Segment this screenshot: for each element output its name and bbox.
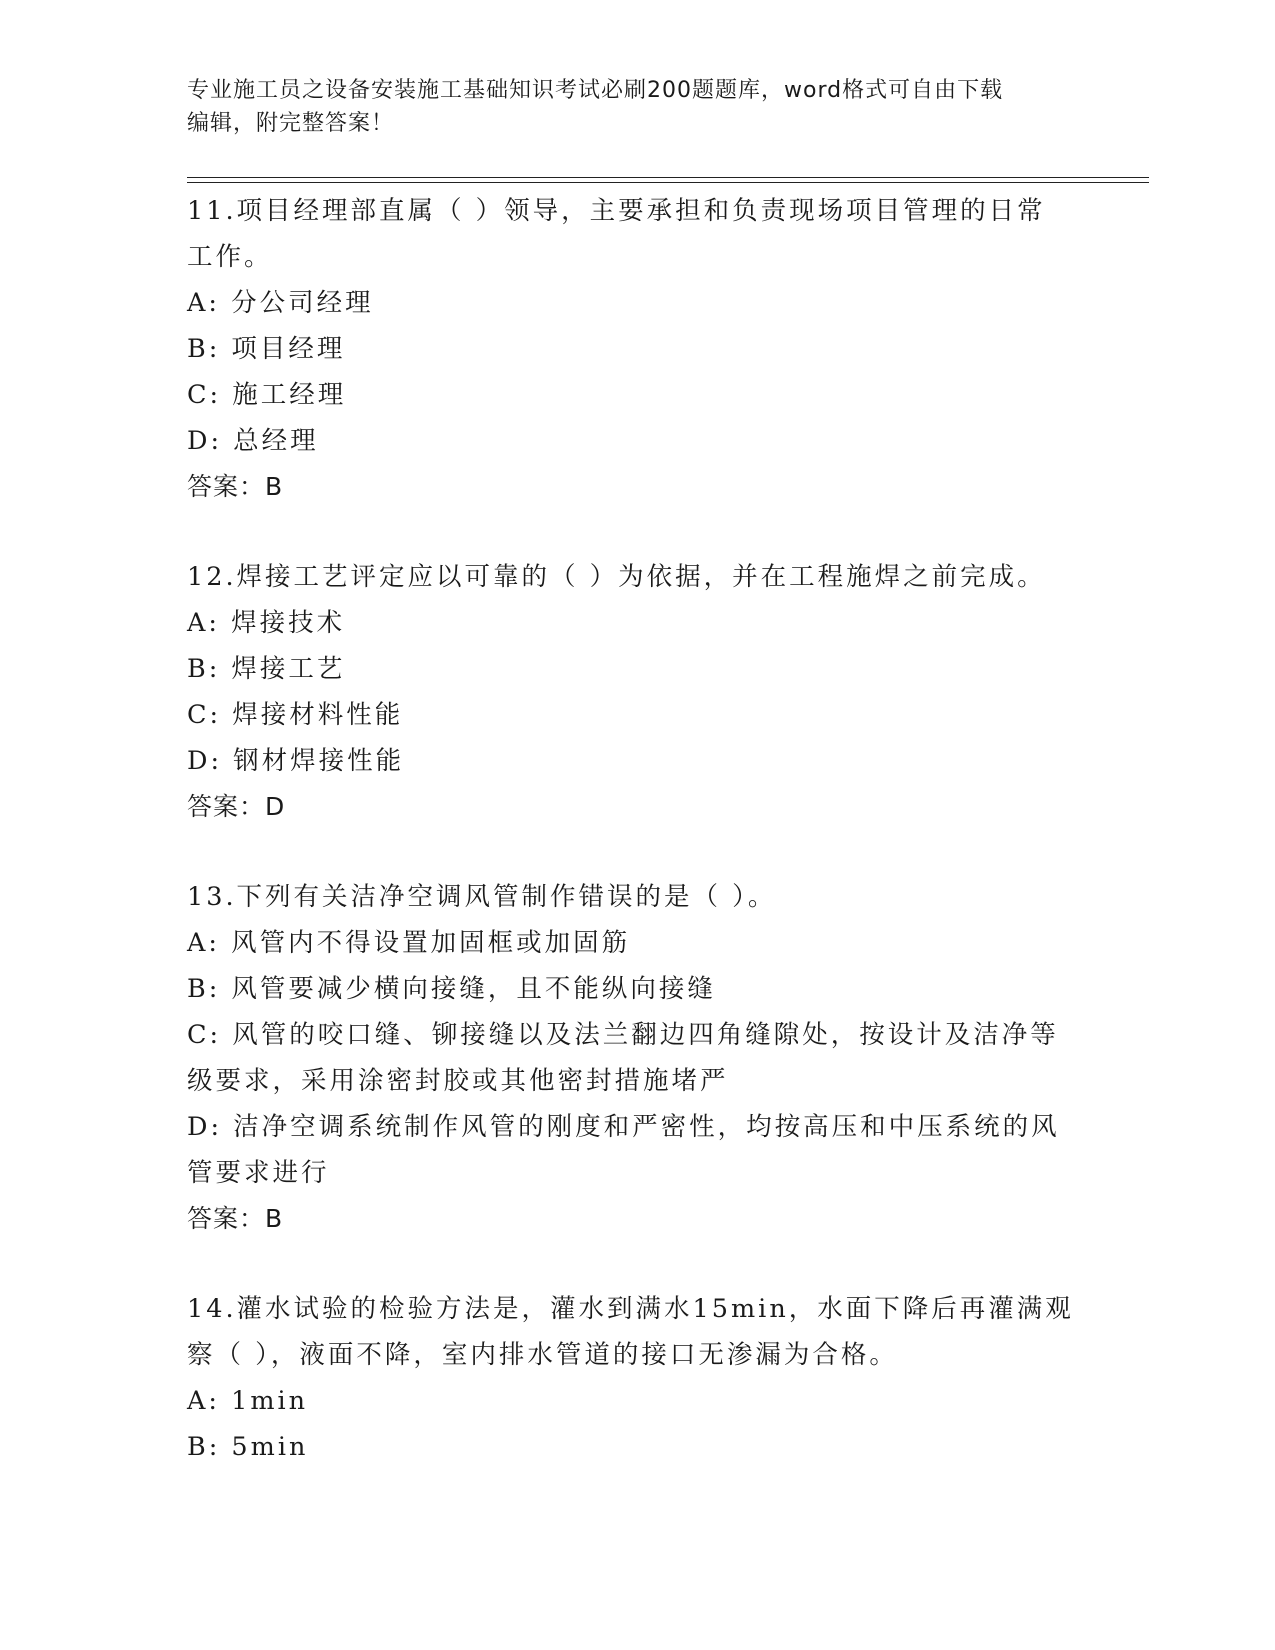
header-line-1: 专业施工员之设备安装施工基础知识考试必刷200题题库，word格式可自由下载 <box>187 78 1004 103</box>
option-b: B: 项目经理 <box>187 334 346 364</box>
header-line-2: 编辑，附完整答案！ <box>187 111 395 136</box>
question-stem: 12.焊接工艺评定应以可靠的（ ）为依据，并在工程施焊之前完成。 <box>187 562 1046 592</box>
option-a: A: 焊接技术 <box>187 608 346 638</box>
option-c: C: 施工经理 <box>187 380 347 410</box>
question-stem: 13.下列有关洁净空调风管制作错误的是（ ）。 <box>187 882 777 912</box>
option-a: A: 分公司经理 <box>187 288 374 318</box>
option-d: D: 钢材焊接性能 <box>187 746 405 776</box>
option-b: B: 5min <box>187 1432 309 1462</box>
question-stem-continued: 工作。 <box>187 242 273 272</box>
option-b: B: 焊接工艺 <box>187 654 346 684</box>
question-11 <box>187 188 1077 510</box>
option-a: A: 风管内不得设置加固框或加固筋 <box>187 928 631 958</box>
answer-line: 答案：B <box>187 472 284 501</box>
answer-line: 答案：D <box>187 792 286 821</box>
question-13 <box>187 874 1077 1242</box>
option-d: D: 总经理 <box>187 426 319 456</box>
option-a: A: 1min <box>187 1386 309 1416</box>
header-divider-top <box>187 177 1149 178</box>
option-c: C: 焊接材料性能 <box>187 700 404 730</box>
option-c-continued: 级要求，采用涂密封胶或其他密封措施堵严 <box>187 1066 729 1096</box>
question-stem-continued: 察（ ），液面不降，室内排水管道的接口无渗漏为合格。 <box>187 1340 898 1370</box>
question-14 <box>187 1286 1077 1470</box>
question-list <box>187 188 1077 1514</box>
option-d: D: 洁净空调系统制作风管的刚度和严密性，均按高压和中压系统的风 <box>187 1112 1060 1142</box>
option-b: B: 风管要减少横向接缝，且不能纵向接缝 <box>187 974 716 1004</box>
document-header <box>187 74 1067 140</box>
answer-line: 答案：B <box>187 1204 284 1233</box>
option-c: C: 风管的咬口缝、铆接缝以及法兰翻边四角缝隙处，按设计及洁净等 <box>187 1020 1059 1050</box>
header-divider-bottom <box>187 182 1149 183</box>
question-stem: 11.项目经理部直属（ ）领导，主要承担和负责现场项目管理的日常 <box>187 196 1046 226</box>
option-d-continued: 管要求进行 <box>187 1158 330 1188</box>
question-stem: 14.灌水试验的检验方法是，灌水到满水15min，水面下降后再灌满观 <box>187 1294 1074 1324</box>
question-12 <box>187 554 1077 830</box>
